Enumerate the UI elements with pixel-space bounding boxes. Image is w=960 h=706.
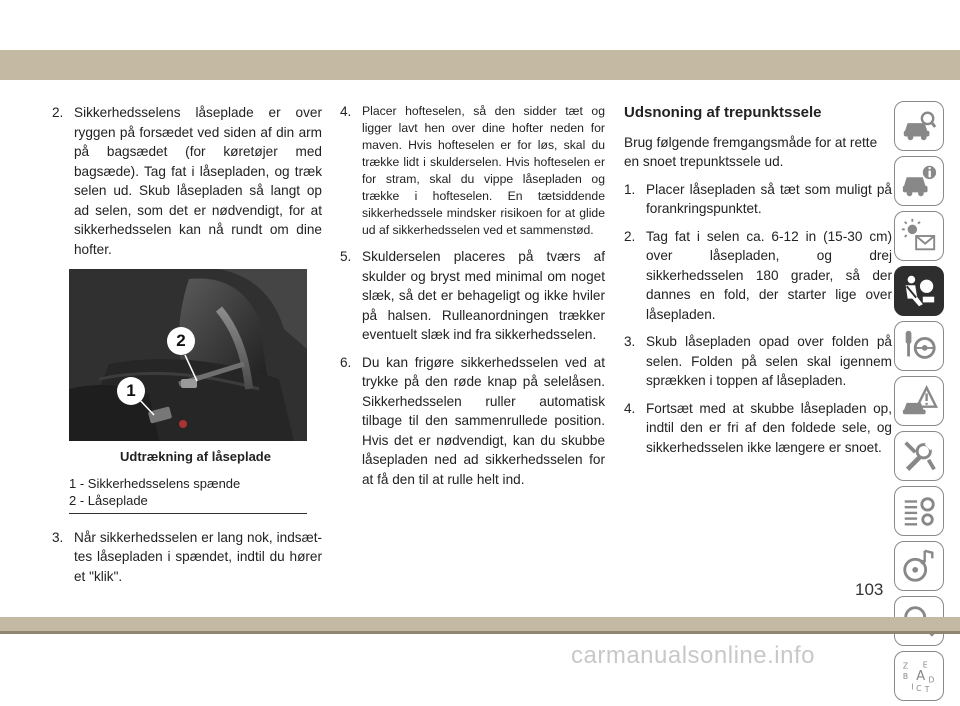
step-number: 4. (624, 400, 636, 416)
tab-service[interactable] (894, 431, 944, 481)
header-band (0, 50, 960, 80)
step-2 (52, 103, 322, 259)
step-text: Fortsæt med at skubbe låsepladen op, indtil den er fri af den foldede sele, og sikkerhedsselen ikke længere er snoet. (646, 400, 892, 455)
legend-divider (69, 513, 307, 514)
callout-1: 1 (117, 377, 145, 405)
multimedia-music-icon (900, 547, 938, 585)
section-intro: Brug følgende fremgangsmåde for at rette en snoet trepunktssele ud. (624, 134, 878, 169)
steps-list-middle (340, 103, 605, 489)
section-heading: Udsnoning af trepunktssele (624, 104, 822, 121)
step-text: Skub låsepladen opad over folden på selen. Folden på selen skal igennem sprækken i toppen af låsepladen. (646, 334, 892, 388)
callout-2: 2 (167, 327, 195, 355)
page-number: 103 (855, 580, 884, 599)
tab-key-steering-wheel[interactable] (894, 321, 944, 371)
alphabet-language-icon (900, 657, 938, 695)
figure-caption: Udtrækning af låseplade (120, 449, 271, 464)
step-text: Du kan frigøre sikkerhedsselen ved at trykke på den røde knap på selelåsen. Sikkerhedsselen ruller automatisk tilbage til den sammenrullede position. Hvis det er nødvendigt, kan du skubbe låsepladen ned ad sikkerhedsselen for at få den til at rulle helt ind. (362, 354, 605, 487)
tab-car-search[interactable] (894, 101, 944, 151)
car-info-icon (900, 162, 938, 200)
step-6 (340, 353, 605, 490)
untwist-step-1 (624, 180, 892, 219)
wrench-service-icon (900, 437, 938, 475)
step-number: 3. (624, 334, 636, 349)
column-middle (340, 103, 605, 497)
step-4 (340, 103, 605, 239)
step-number: 2. (624, 228, 636, 244)
step-number: 4. (340, 104, 352, 119)
step-text: Skulderselen placeres på tværs af skulder og bryst med minimal om noget slæk, så det er behageligt og ikke hviler på halsen. Rulleanordningen trækker eventuelt slæk ind fra sikkerhedsselen. (362, 249, 605, 342)
step-5 (340, 247, 605, 345)
footer-band-shadow (0, 631, 960, 634)
tab-seat-belt-airbag[interactable] (894, 266, 944, 316)
step-3 (52, 528, 322, 587)
steps-list-left-continued (52, 528, 322, 587)
column-left (52, 103, 322, 594)
step-number: 2. (52, 105, 64, 120)
tab-car-info[interactable] (894, 156, 944, 206)
step-number: 6. (340, 354, 352, 370)
svg-text:A: A (916, 668, 926, 684)
step-text: Når sikkerhedsselen er lang nok, indsættes låsepladen i spændet, indtil du hører et "klik". (74, 529, 322, 584)
tab-specifications[interactable] (894, 486, 944, 536)
step-number: 3. (52, 529, 64, 545)
figure-legend (52, 475, 322, 509)
svg-text:E: E (922, 660, 928, 670)
legend-item-1: 1 - Sikkerhedsselens spænde (69, 475, 241, 491)
svg-text:I: I (911, 682, 914, 692)
svg-text:T: T (924, 685, 930, 695)
svg-text:B: B (902, 671, 909, 681)
watermark: carmanualsonline.info (571, 642, 815, 669)
key-steering-wheel-icon (900, 327, 938, 365)
seat-belt-figure (69, 269, 307, 441)
seat-belt-airbag-icon (900, 272, 938, 310)
untwist-step-3 (624, 332, 892, 391)
step-number: 5. (340, 249, 352, 264)
tab-hazard-car[interactable] (894, 376, 944, 426)
warning-lights-message-icon (900, 217, 938, 255)
step-text: Placer låsepladen så tæt som muligt på forankringspunktet. (646, 181, 892, 216)
svg-text:Z: Z (902, 661, 909, 671)
footer-band (0, 617, 960, 631)
specifications-gear-icon (900, 492, 938, 530)
chapter-tabs (892, 101, 948, 706)
step-number: 1. (624, 181, 636, 197)
step-text: Tag fat i selen ca. 6-12 in (15-30 cm) over låsepladen, og drej sikkerhedsselen 180 grader, så der dannes en fold, der starter lige over låsepladen. (646, 228, 892, 322)
tab-multimedia[interactable] (894, 541, 944, 591)
top-margin (0, 0, 960, 50)
untwist-step-4 (624, 399, 892, 458)
tab-warning-lights[interactable] (894, 211, 944, 261)
step-text: Sikkerhedsselens låseplade er over ryggen på forsædet ved siden af din arm på bagsædet (for køretøjer med bagsæde). Tag fat i låsepladen, og træk selen ud. Skub låsepladen så langt op ad selen, som det er nødvendigt, for at sikkerhedsselen kan nå rundt om dine hofter. (74, 105, 322, 257)
svg-text:D: D (928, 675, 935, 685)
seat-photo-illustration (69, 269, 307, 441)
steps-list-left (52, 103, 322, 259)
svg-text:C: C (916, 684, 922, 694)
steps-list-right (624, 180, 892, 458)
legend-item-2: 2 - Låseplade (69, 492, 148, 508)
untwist-step-2 (624, 227, 892, 325)
car-search-icon (900, 107, 938, 145)
tab-language[interactable] (894, 651, 944, 701)
column-right (624, 103, 892, 465)
step-text: Placer hofteselen, så den sidder tæt og ligger lavt hen over dine hofter neden for maven. Hvis hofteselen er for løs, skal du trække lidt i skulderselen. Hvis hofteselen er for stram, skal du vippe låsepladen og trække i hofteselen. En tætsiddende sikkerhedssele mindsker risikoen for at glide ud af sikkerhedsselen ved et sammenstød. (362, 104, 605, 237)
hazard-triangle-car-icon (900, 382, 938, 420)
